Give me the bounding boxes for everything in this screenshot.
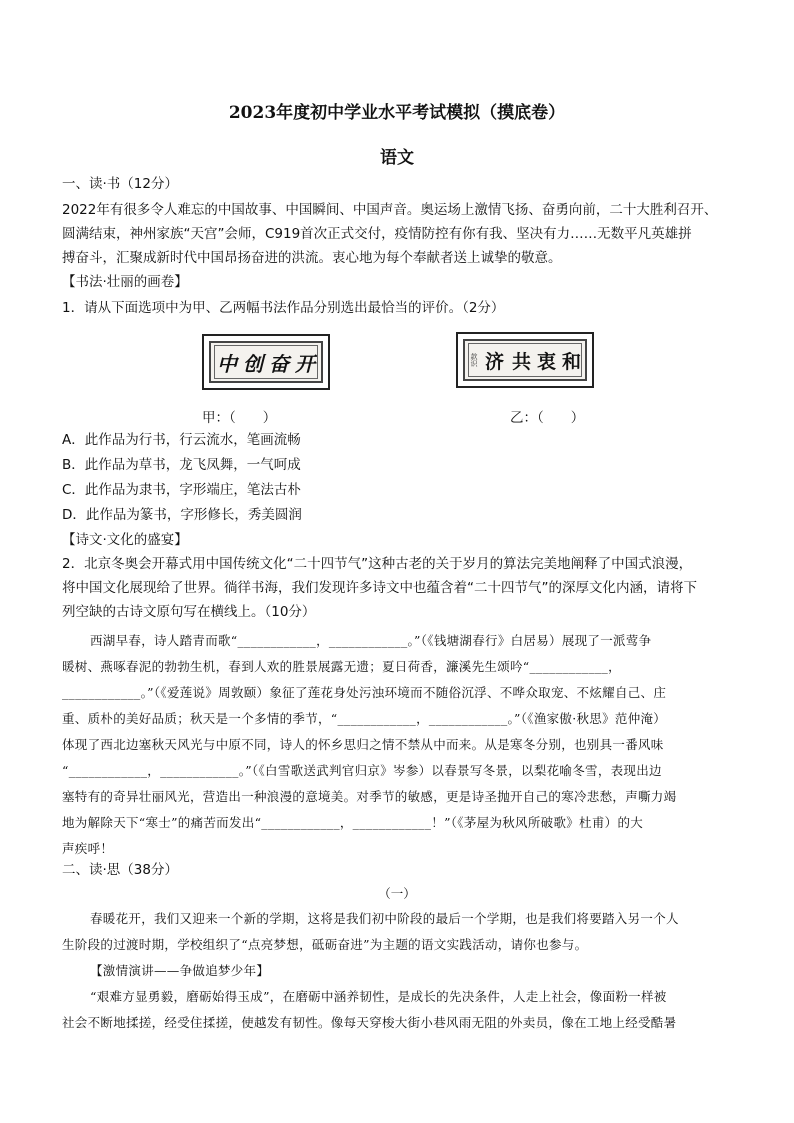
callig-b-glyph-2: 共 <box>511 350 531 373</box>
passage-line-7: 塞特有的奇异壮丽风光，营造出一种浪漫的意境美。对季节的敏感，更是诗圣抛开自己的寒冷悲愁，声嘶力竭 <box>62 789 677 804</box>
part2-para-line-2: 生阶段的过渡时期，学校组织了“点亮梦想，砥砺奋进”为主题的语文实践活动，请你也参与。 <box>62 937 588 952</box>
speech-sub-heading: 【激情演讲——争做追梦少年】 <box>90 963 270 978</box>
callig-a-glyph-1: 中 <box>217 351 237 376</box>
question-1: 1．请从下面选项中为甲、乙两幅书法作品分别选出最恰当的评价。（2分） <box>62 300 505 316</box>
question-2-line-1: 2．北京冬奥会开幕式用中国传统文化“二十四节气”这种古老的关于岁月的算法完美地阐释了中国式浪漫， <box>62 556 693 572</box>
passage-line-3: ____________。”（《爱莲说》周敦颐）象征了莲花身处污浊环境而不随俗沉浮、不哗众取宠、不炫耀自己、庄 <box>62 685 667 700</box>
label-a: 甲：（ ） <box>202 410 277 426</box>
passage-line-5: 体现了西北边塞秋天风光与中原不同，诗人的怀乡思归之情不禁从中而来。从是寒冬分别，也别具一番风味 <box>62 737 664 752</box>
question-2-line-2: 将中国文化展现给了世界。徜徉书海，我们发现许多诗文中也蕴含着“二十四节气”的深厚文化内涵，请将下 <box>62 580 697 596</box>
calligraphy-image-b <box>456 332 594 388</box>
passage-line-1: 西湖早春，诗人踏青而歌“____________，____________。”（《钱塘湖春行》白居易）展现了一派莺争 <box>90 633 652 648</box>
callig-a-glyph-3: 奋 <box>269 351 289 376</box>
passage-line-2: 暖树、燕啄春泥的勃勃生机，春到人欢的胜景展露无遗；夏日荷香，濂溪先生颂吟“____________， <box>62 659 621 674</box>
speech-line-1: “艰难方显勇毅，磨砺始得玉成”，在磨砺中涵养韧性，是成长的先决条件，人走上社会，像面粉一样被 <box>90 989 667 1004</box>
option-a: A．此作品为行书，行云流水，笔画流畅 <box>62 432 301 448</box>
passage-line-4: 重、质朴的美好品质；秋天是一个多情的季节，“____________，____________。”（《渔家傲·秋思》范仲淹） <box>62 711 667 726</box>
option-d: D．此作品为篆书，字形修长，秀美圆润 <box>62 507 302 523</box>
callig-b-glyph-1: 济 <box>484 350 506 373</box>
question-2-line-3: 列空缺的古诗文原句写在横线上。（10分） <box>62 604 316 620</box>
callig-a-glyph-4: 开 <box>295 351 315 376</box>
label-b: 乙：（ ） <box>510 410 585 426</box>
intro-line-3: 搏奋斗，汇聚成新时代中国昂扬奋进的洪流。衷心地为每个奉献者送上诚挚的敬意。 <box>62 250 562 266</box>
callig-b-glyph-4: 和 <box>562 350 582 373</box>
intro-line-1: 2022年有很多令人难忘的中国故事、中国瞬间、中国声音。奥运场上激情飞扬、奋勇向前，二十大胜利召开、 <box>62 202 718 218</box>
part2-para-line-1: 春暖花开，我们又迎来一个新的学期，这将是我们初中阶段的最后一个学期，也是我们将要踏入另一个人 <box>90 911 679 926</box>
callig-a-glyph-2: 创 <box>243 351 263 376</box>
sub-heading-poetry: 【诗文·文化的盛宴】 <box>62 532 188 548</box>
option-c: C．此作品为隶书，字形端庄，笔法古朴 <box>62 482 301 498</box>
part2-heading: 二、读·思（38分） <box>62 862 178 878</box>
sub-heading-calligraphy: 【书法·壮丽的画卷】 <box>62 274 188 290</box>
calligraphy-image-a <box>202 334 330 390</box>
intro-line-2: 圆满结束，神州家族“天宫”会师，C919首次正式交付，疫情防控有你有我、坚决有力……无数平凡英雄拼 <box>62 226 692 242</box>
exam-title: 2023年度初中学业水平考试模拟（摸底卷） <box>228 103 566 123</box>
speech-line-2: 社会不断地揉搓，经受住揉搓，使越发有韧性。像每天穿梭大街小巷风雨无阻的外卖员，像在工地上经受酷暑 <box>62 1015 677 1030</box>
callig-b-side-note: 款识 <box>469 353 478 367</box>
callig-b-glyph-3: 衷 <box>537 350 557 373</box>
part1-heading: 一、读·书（12分） <box>62 176 178 192</box>
passage-line-9: 声疾呼！ <box>62 841 114 856</box>
passage-line-6: “____________，____________。”（《白雪歌送武判官归京》岑参）以春景写冬景，以梨花喻冬雪，表现出边 <box>62 763 662 778</box>
option-b: B．此作品为草书，龙飞凤舞，一气呵成 <box>62 457 301 473</box>
passage-line-8: 地为解除天下“寒士”的痛苦而发出“____________，____________！”（《茅屋为秋风所破歌》杜甫）的大 <box>62 815 644 830</box>
subject-title: 语文 <box>380 148 414 168</box>
section-number: （一） <box>378 886 416 901</box>
